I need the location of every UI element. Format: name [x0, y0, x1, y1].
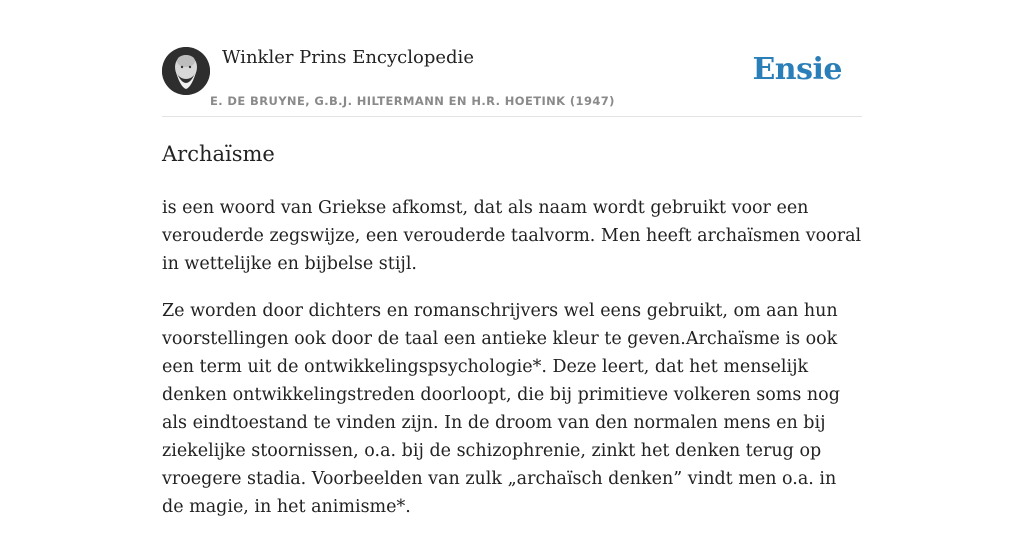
article-body — [162, 138, 862, 540]
author-portrait — [162, 47, 210, 95]
source-title[interactable]: Winkler Prins Encyclopedie — [222, 47, 474, 68]
article-title: Archaïsme — [162, 142, 275, 166]
article-paragraph: Ze worden door dichters en romanschrijvers wel eens gebruikt, om aan hun voorstellingen ook door de taal een antieke kleur te geven.Archaïsme is ook een term uit de ontwikkelingspsychologie*. Deze leert, dat het menselijk denken ontwikkelingstreden doorloopt, die bij primitieve volkeren soms nog als eindtoestand te vinden zijn. In de droom van den normalen mens en bij ziekelijke stoornissen, o.a. bij de schizophrenie, zinkt het denken terug op vroegere stadia. Voorbeelden van zulk „archaïsch denken” vindt men o.a. in de magie, in het animisme*. — [162, 301, 840, 517]
brand-logo[interactable]: Ensie — [752, 52, 842, 87]
source-authors: E. DE BRUYNE, G.B.J. HILTERMANN EN H.R. HOETINK (1947) — [210, 94, 615, 108]
source-header — [162, 44, 862, 117]
article-paragraph: is een woord van Griekse afkomst, dat als naam wordt gebruikt voor een verouderde zegswijze, een verouderde taalvorm. Men heeft archaïsmen vooral in wettelijke en bijbelse stijl. — [162, 198, 862, 274]
